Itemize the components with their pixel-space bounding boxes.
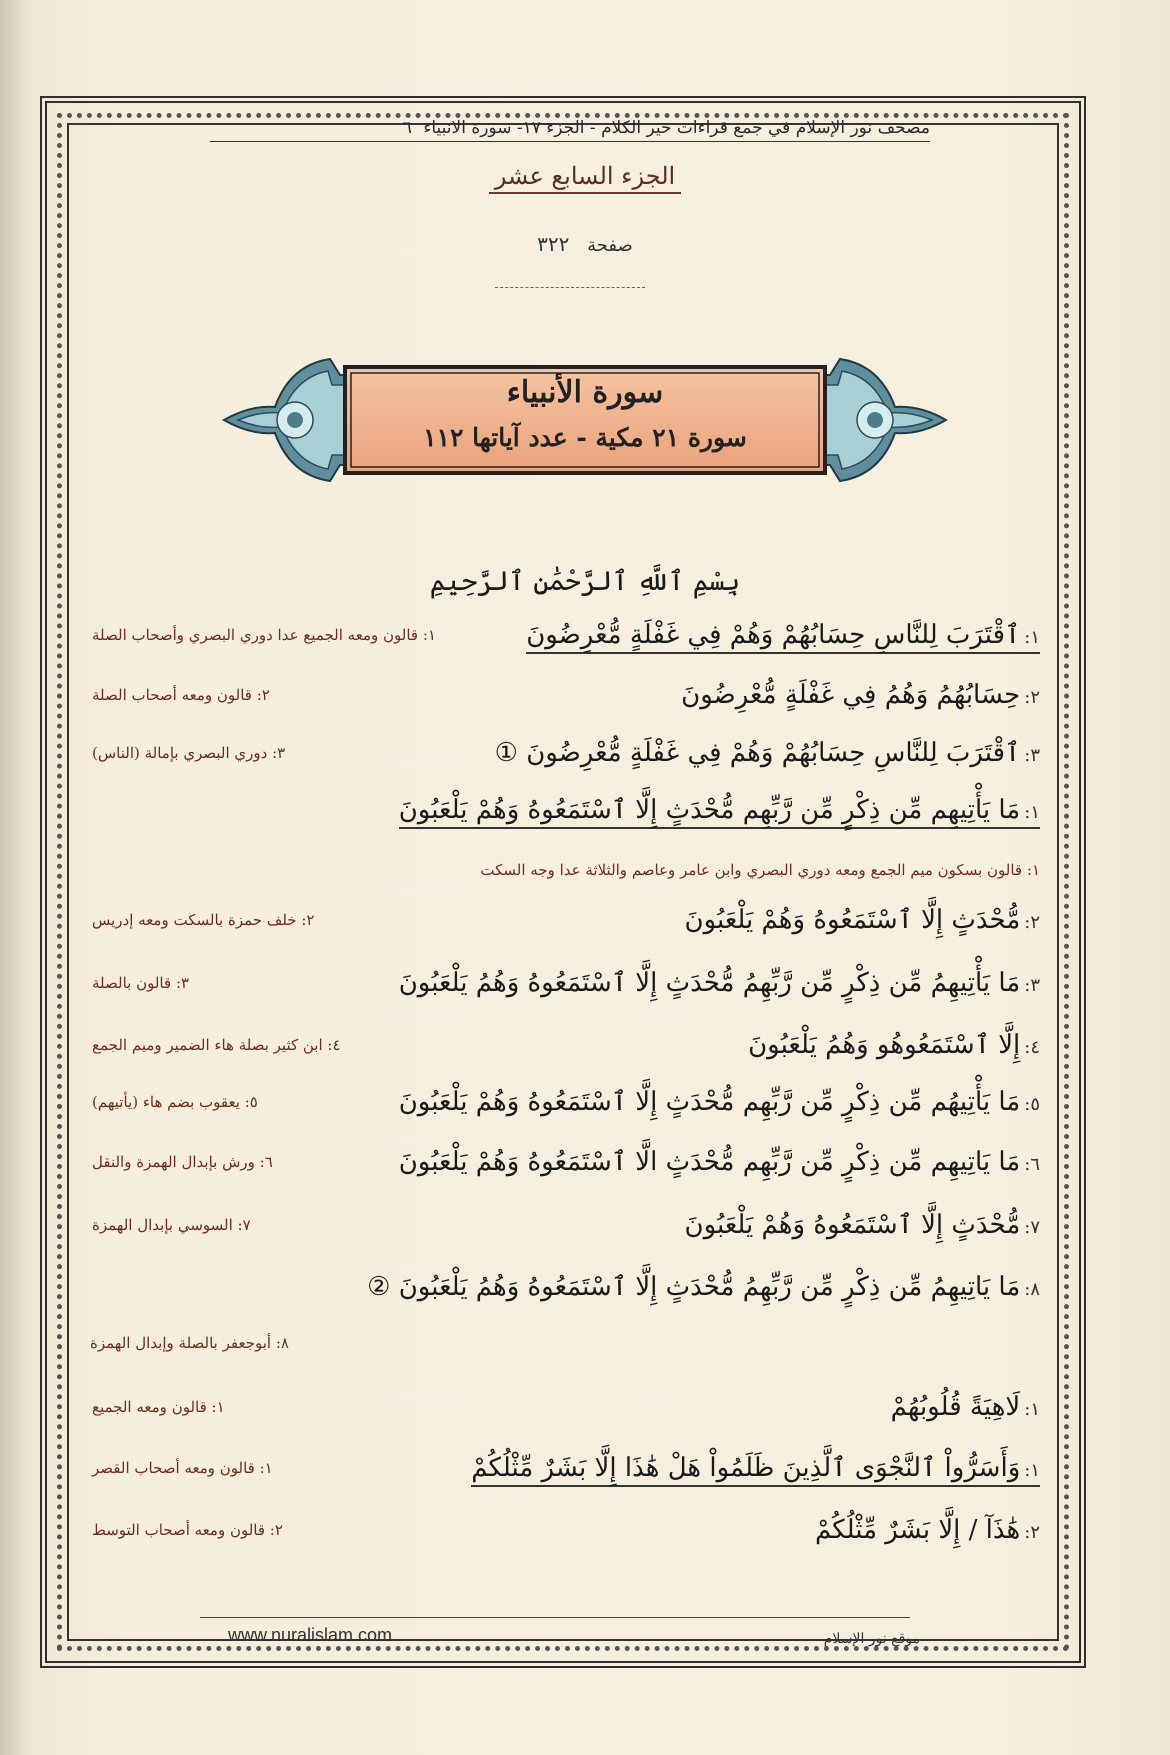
verse-text (471, 1453, 1040, 1487)
recitation-row (70, 1453, 1040, 1503)
page-value: ٣٢٢ (537, 232, 570, 256)
surah-banner (220, 345, 950, 495)
verse-variant-text: مُّحْدَثٍ إِلَّا ٱسْتَمَعُوهُ وَهُمْ يَلْعَبُونَ (684, 1210, 1021, 1240)
verse-text (684, 1210, 1040, 1240)
footer-site-name: موقع نور الإسلام (823, 1631, 920, 1647)
footer-rule (200, 1617, 910, 1618)
verse-text (367, 1272, 1040, 1302)
reader-note: ٢: خلف حمزة بالسكت ومعه إدريس (92, 911, 315, 929)
verse-text (399, 795, 1040, 829)
reader-note: ٣: دوري البصري بإمالة (الناس) (92, 744, 286, 762)
verse-variant-text: مَا يَاتِيهِم مِّن ذِكْرٍ مِّن رَّبِّهِم مُّحْدَثٍ الَّا ٱسْتَمَعُوهُ وَهُمْ يَلْعَبُونَ (398, 1147, 1021, 1177)
recitation-row (70, 905, 1040, 955)
recitation-row (70, 968, 1040, 1018)
verse-variant-number: ٢: (1024, 912, 1040, 933)
reader-note: ١: قالون ومعه الجميع (92, 1398, 225, 1416)
verse-variant-text: مَا يَاتِيهِمُ مِّن ذِكْرٍ مِّن رَّبِّهِمُ مُّحْدَثٍ إِلَّا ٱسْتَمَعُوهُ وَهُمُ يَلْعَبُونَ ② (367, 1272, 1021, 1302)
verse-variant-number: ١: (1024, 802, 1040, 823)
verse-variant-text: هَٰذَآ / إِلَّا بَشَرٌ مِّثْلُكُمْ (814, 1515, 1021, 1545)
verse-variant-text: ٱقْتَرَبَ لِلنَّاسِ حِسَابُهُمْ وَهُمْ فِي غَفْلَةٍ مُّعْرِضُونَ (526, 620, 1021, 650)
verse-variant-number: ٢: (1024, 1522, 1040, 1543)
verse-text (748, 1030, 1040, 1060)
reader-note: ١: قالون ومعه الجميع عدا دوري البصري وأصحاب الصلة (92, 626, 436, 644)
reader-note: ٤: ابن كثير بصلة هاء الضمير وميم الجمع (92, 1036, 341, 1054)
verse-text (526, 620, 1040, 654)
recitation-row (70, 1330, 1040, 1380)
recitation-row (70, 1515, 1040, 1565)
footer-url[interactable]: www.nuralislam.com (228, 1625, 393, 1645)
surah-title: سورة الأنبياء (506, 375, 664, 410)
verse-variant-number: ٢: (1024, 687, 1040, 708)
basmala: بِسْمِ ٱللَّهِ ٱلرَّحْمَٰنِ ٱلرَّحِيمِ (429, 566, 741, 597)
recitation-row (70, 1147, 1040, 1197)
reader-note: ٨: أبوجعفر بالصلة وإبدال الهمزة (90, 1334, 289, 1352)
recitation-row (70, 1272, 1040, 1322)
verse-variant-number: ٥: (1024, 1094, 1040, 1115)
verse-variant-number: ١: (1024, 627, 1040, 648)
surah-banner-ornament (220, 345, 950, 495)
recitation-row (70, 738, 1040, 788)
reader-note: ٢: قالون ومعه أصحاب التوسط (92, 1521, 283, 1539)
verse-variant-number: ٣: (1024, 745, 1040, 766)
reader-note: ١: قالون ومعه أصحاب القصر (92, 1459, 273, 1477)
verse-variant-text: مُّحْدَثٍ إِلَّا ٱسْتَمَعُوهُ وَهُمْ يَلْعَبُونَ (684, 905, 1021, 935)
page-label: صفحة (587, 235, 633, 256)
verse-variant-text: مَا يَأْتِيهِم مِّن ذِكْرٍ مِّن رَّبِّهِم مُّحْدَثٍ إِلَّا ٱسْتَمَعُوهُ وَهُمْ يَلْعَبُونَ (398, 795, 1021, 825)
verse-variant-number: ٨: (1024, 1279, 1040, 1300)
surah-subtitle: سورة ٢١ مكية - عدد آياتها ١١٢ (423, 423, 747, 452)
recitation-row (70, 1210, 1040, 1260)
recitation-row (70, 795, 1040, 845)
verse-text (681, 680, 1040, 710)
reader-note: ٥: يعقوب بضم هاء (يأتيهم) (92, 1093, 258, 1111)
verse-text (684, 905, 1040, 935)
reader-note: ١: قالون بسكون ميم الجمع ومعه دوري البصري وابن عامر وعاصم والثلاثة عدا وجه السكت (480, 861, 1040, 879)
verse-variant-text: حِسَابُهُمُ وَهُمُ فِي غَفْلَةٍ مُّعْرِضُونَ (681, 680, 1021, 710)
verse-text (399, 968, 1040, 998)
verse-variant-text: مَا يَأْتِيهُم مِّن ذِكْرٍ مِّن رَّبِّهِم مُّحْدَثٍ إِلَّا ٱسْتَمَعُوهُ وَهُمْ يَلْعَبُونَ (398, 1087, 1021, 1117)
verse-variant-number: ٣: (1024, 975, 1040, 996)
reader-note: ٣: قالون بالصلة (92, 974, 190, 992)
verse-variant-text: مَا يَأْتِيهِمُ مِّن ذِكْرٍ مِّن رَّبِّهِمُ مُّحْدَثٍ إِلَّا ٱسْتَمَعُوهُ وَهُمُ يَلْعَبُونَ (398, 968, 1021, 998)
page-number: ٦ (402, 118, 412, 138)
verse-variant-text: وَأَسَرُّواْ ٱلنَّجْوَى ٱلَّذِينَ ظَلَمُواْ هَلْ هَٰذَا إِلَّا بَشَرٌ مِّثْلُكُمْ (471, 1453, 1021, 1483)
recitation-row (70, 680, 1040, 730)
verse-variant-number: ١: (1024, 1460, 1040, 1481)
juz-title (0, 162, 1170, 190)
recitation-row (70, 857, 1040, 907)
header-separator (495, 287, 645, 288)
recitation-row (70, 1087, 1040, 1137)
verse-text (399, 1087, 1040, 1117)
page-label-line (0, 232, 1170, 256)
recitation-row (70, 1392, 1040, 1442)
verse-variant-text: إِلَّا ٱسْتَمَعُوهُو وَهُمُ يَلْعَبُونَ (748, 1030, 1021, 1060)
verse-variant-number: ١: (1024, 1399, 1040, 1420)
verse-variant-text: ٱقْتَرَبَ لِلنَّاسِ حِسَابُهُمْ وَهُمْ فِي غَفْلَةٍ مُّعْرِضُونَ ① (494, 738, 1021, 768)
verse-variant-number: ٤: (1024, 1037, 1040, 1058)
verse-text (815, 1515, 1040, 1545)
recitation-row (70, 620, 1040, 670)
reader-note: ٧: السوسي بإبدال الهمزة (92, 1216, 251, 1234)
verse-text (891, 1392, 1040, 1422)
juz-title-text: الجزء السابع عشر (489, 162, 681, 194)
running-header (210, 118, 930, 142)
reader-note: ٦: ورش بإبدال الهمزة والنقل (92, 1153, 273, 1171)
reader-note: ٢: قالون ومعه أصحاب الصلة (92, 686, 270, 704)
verse-text (399, 1147, 1040, 1177)
verse-text (495, 738, 1040, 768)
verse-variant-number: ٧: (1024, 1217, 1040, 1238)
recitation-row (70, 1030, 1040, 1080)
verse-variant-number: ٦: (1024, 1154, 1040, 1175)
running-title: مصحف نور الإسلام في جمع قراءات خير الكلام - الجزء ١٧- سورة الانبياء (423, 118, 930, 138)
verse-variant-text: لَاهِيَةً قُلُوبُهُمْ (890, 1392, 1021, 1422)
